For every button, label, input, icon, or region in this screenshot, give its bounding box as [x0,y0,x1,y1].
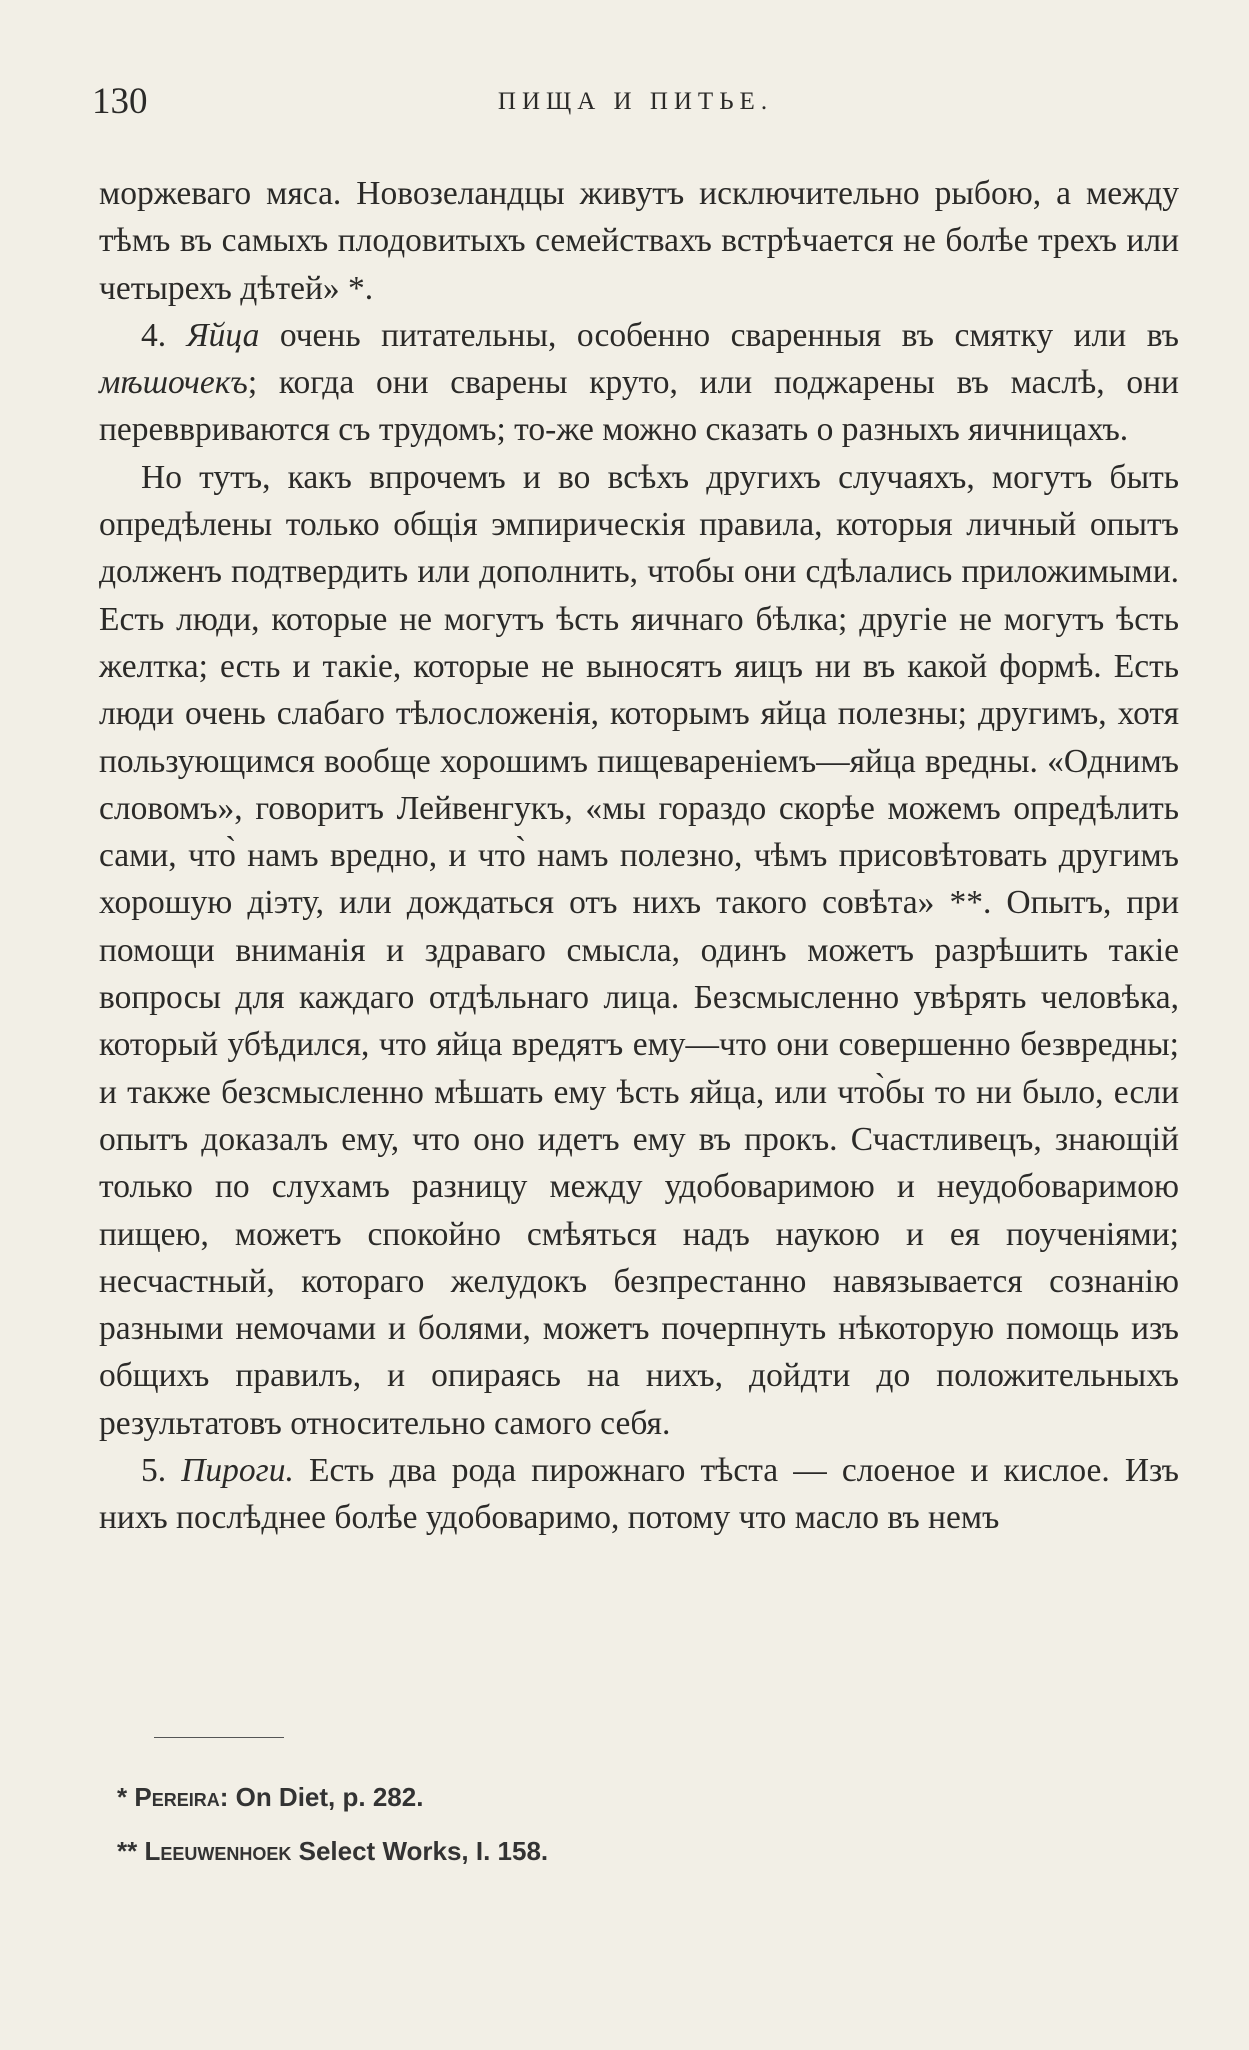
paragraph-3: Но тутъ, какъ впрочемъ и во всѣхъ другихъ случаяхъ, могутъ быть опредѣлены только общія эмпирическія правила, которыя личный опытъ долженъ подтвердить или дополнить, чтобы они сдѣлались приложимыми. Есть люди, которые не могутъ ѣсть яичнаго бѣлка; другіе не могутъ ѣсть желтка; есть и такіе, которые не выносятъ яицъ ни въ какой формѣ. Есть люди очень слабаго тѣлосложенія, которымъ яйца полезны; другимъ, хотя пользующимся вообще хорошимъ пищевареніемъ—яйца вредны. «Однимъ словомъ», говоритъ Лейвенгукъ, «мы гораздо скорѣе можемъ опредѣлить сами, что̀ намъ вредно, и что̀ намъ полезно, чѣмъ присовѣтовать другимъ хорошую діэту, или дождаться отъ нихъ такого совѣта» **. Опытъ, при помощи вниманія и здраваго смысла, одинъ можетъ разрѣшить такіе вопросы для каждаго отдѣльнаго лица. Безсмысленно увѣрять человѣка, который убѣдился, что яйца вредятъ ему—что они совершенно безвредны; и также безсмысленно мѣшать ему ѣсть яйца, или что̀бы то ни было, если опытъ доказалъ ему, что оно идетъ ему въ прокъ. Счастливецъ, знающій только по слухамъ разницу между удобоваримою и неудобоваримою пищею, можетъ спокойно смѣяться надъ наукою и ея поученіями; несчастный, котораго желудокъ безпрестанно навязывается сознанію разными немочами и болями, можетъ почерпнуть нѣкоторую помощь изъ общихъ правилъ, и опираясь на нихъ, дойдти до положительныхъ результатовъ относительно самого себя. [99,458,1179,1442]
footnote-2 [99,1824,1179,1878]
page-header [92,80,1179,136]
paragraph-eggs [99,312,1179,454]
paragraph-eggs-text-b: ; когда они сварены круто, или поджарены въ маслѣ, они переввриваются съ трудомъ; то-же можно сказать о разныхъ яичницахъ. [99,364,1179,449]
page-number: 130 [92,81,148,122]
footnote-divider [154,1737,284,1738]
term-eggs: Яйца [186,316,260,354]
item-number: 4. [141,316,167,354]
body-text [99,170,1179,1542]
footnote-mark: ** [117,1836,138,1866]
paragraph-eggs-text-a: очень питательны, особенно сваренныя въ смятку или въ [259,316,1180,354]
term-meshochek: мѣшочекъ [99,364,248,402]
term-pies: Пироги. [181,1452,294,1490]
footnote-text: On Diet, p. 282. [228,1782,424,1812]
footnote-text: Select Works, I. 158. [291,1836,549,1866]
paragraph-pies-text: Есть два рода пирожнаго тѣста — слоеное и кислое. Изъ нихъ послѣднее болѣе удобоваримо, потому что масло въ немъ [99,1452,1180,1537]
footnotes [99,1770,1179,1878]
footnote-author: Pereira: [134,1782,229,1812]
paragraph-1: моржеваго мяса. Новозеландцы живутъ исключительно рыбою, а между тѣмъ въ самыхъ плодовитыхъ семействахъ встрѣчается не болѣе трехъ или четырехъ дѣтей» *. [99,175,1179,307]
footnote-author: Leeuwenhoek [144,1836,292,1866]
paragraph-pies [99,1447,1179,1542]
footnote-mark: * [117,1782,128,1812]
footnote-1 [99,1770,1179,1824]
item-number: 5. [141,1452,167,1490]
running-title: ПИЩА И ПИТЬЕ. [497,88,774,115]
